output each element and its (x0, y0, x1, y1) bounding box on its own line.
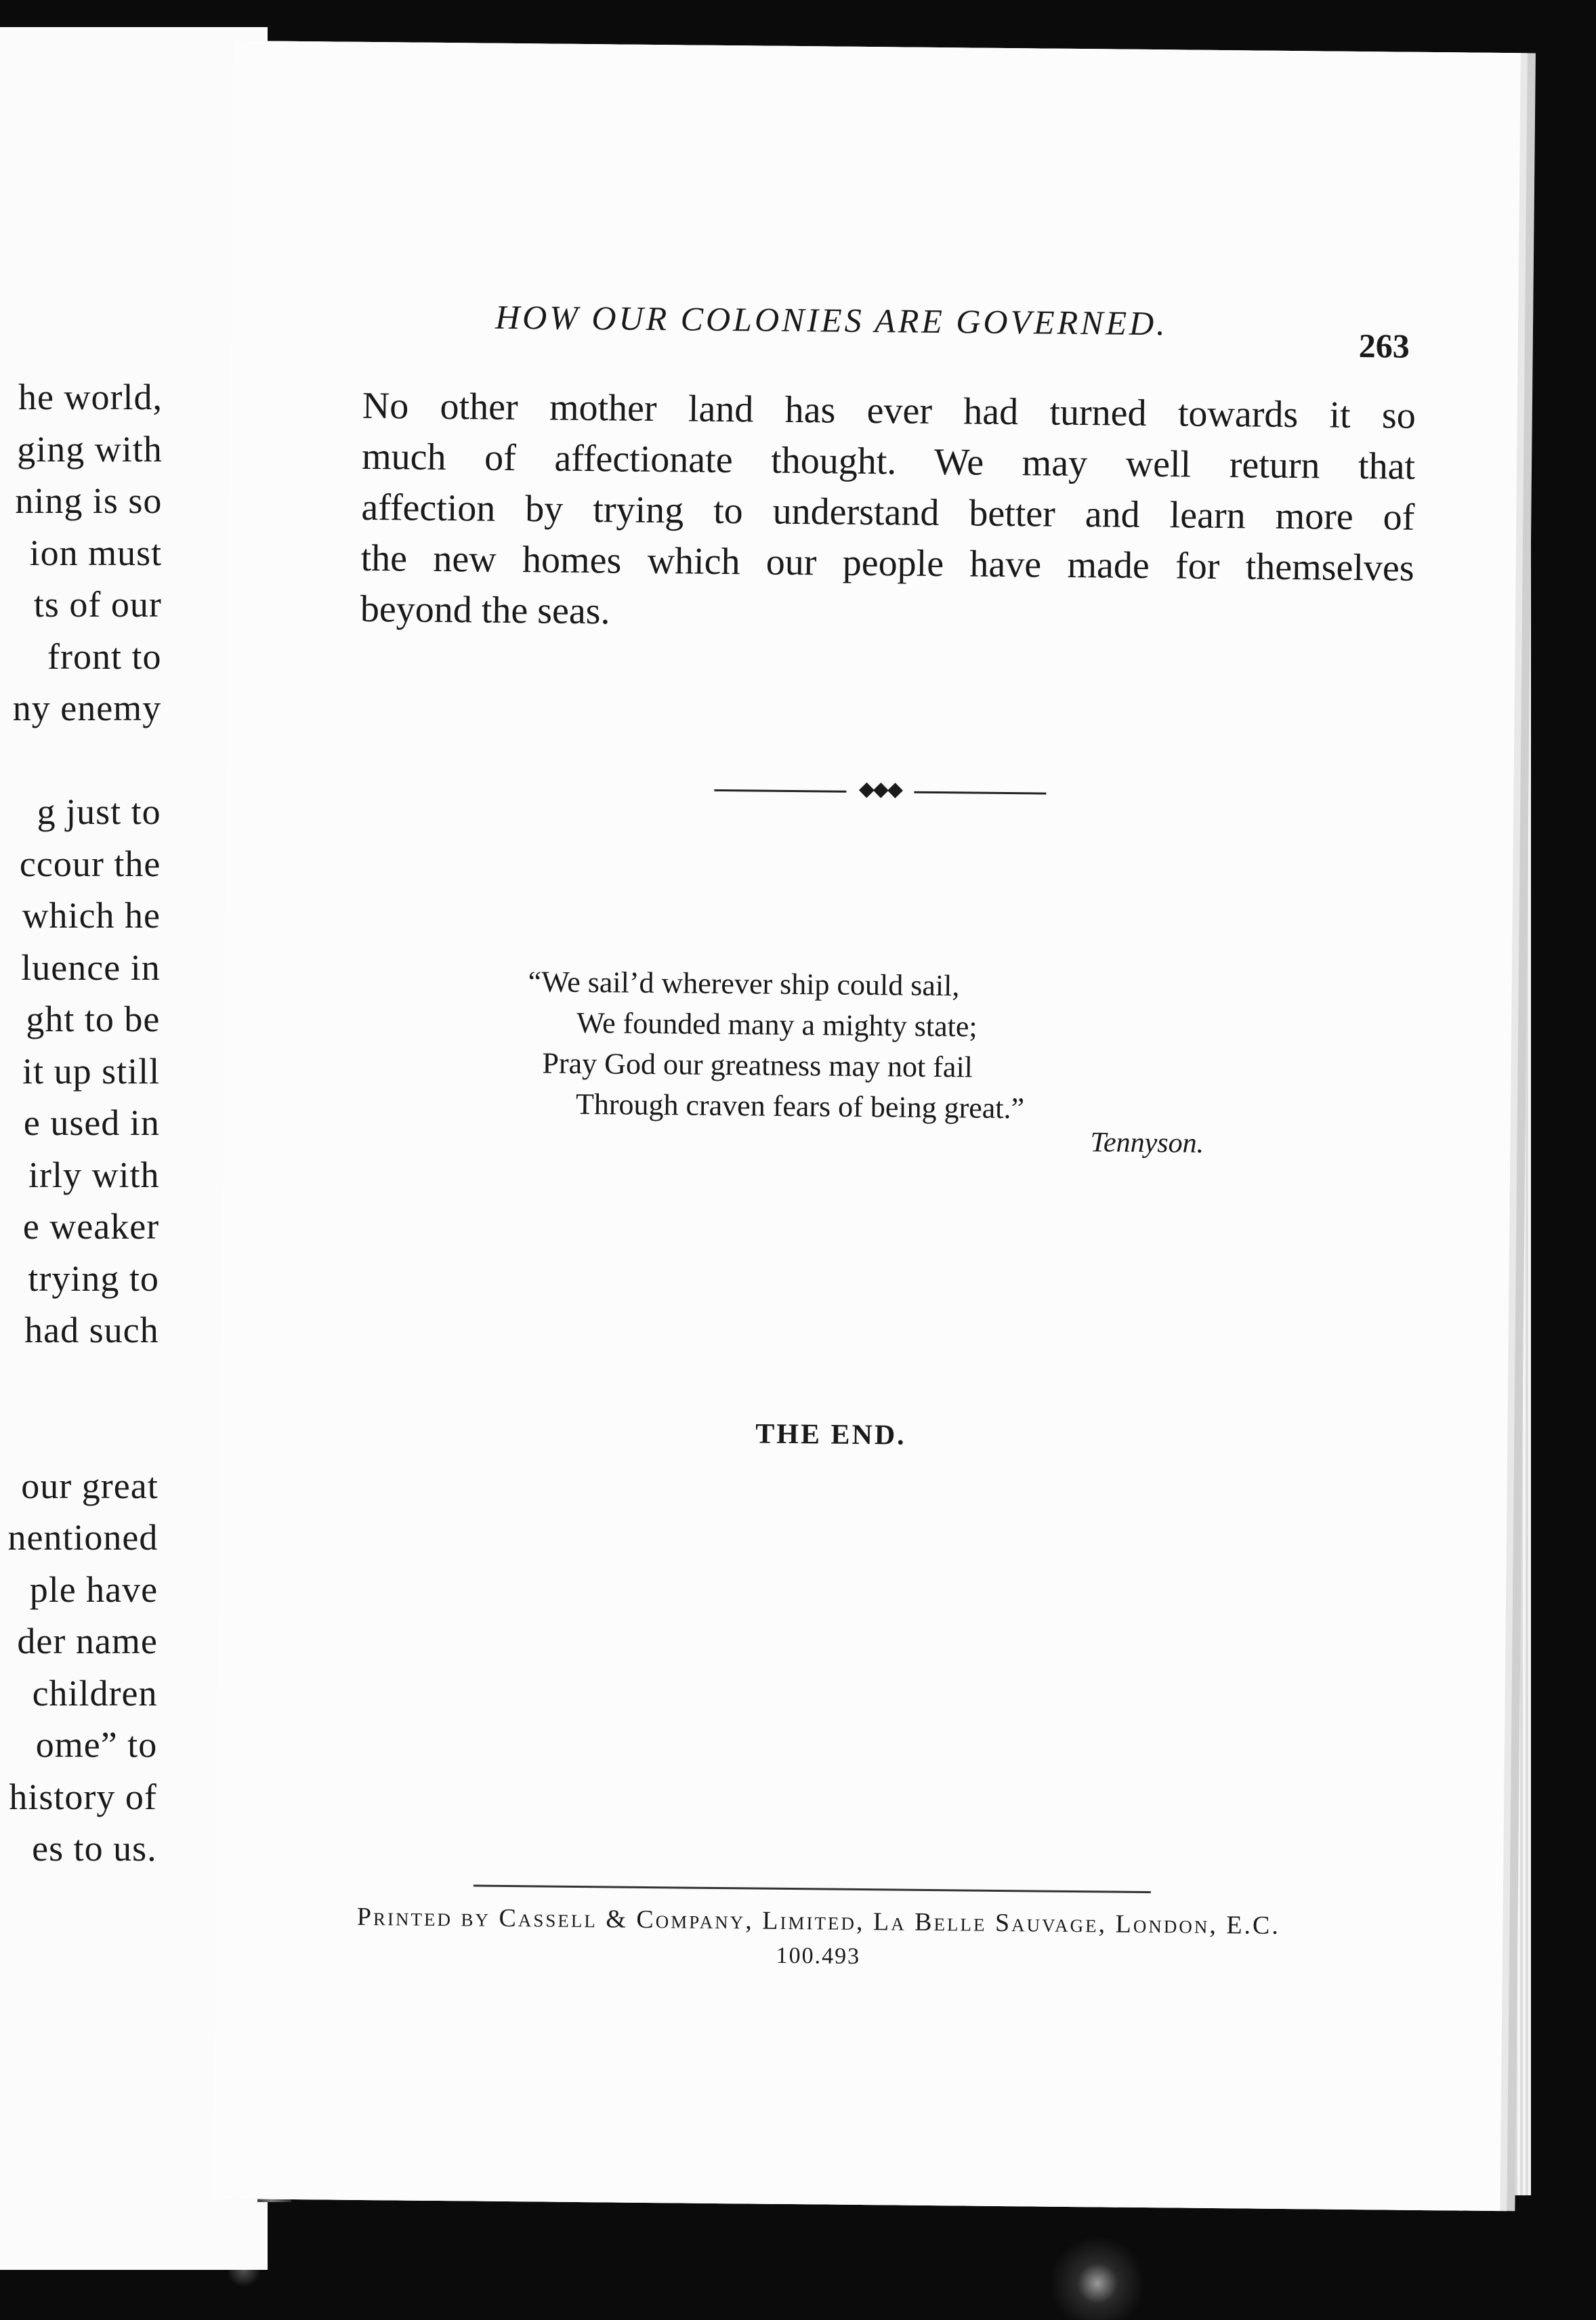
facing-page-line: irly with (28, 1154, 160, 1195)
facing-page-line: which he (22, 895, 161, 936)
divider-rule-left (714, 789, 846, 793)
diamond-ornament-icon: ◆◆◆ (858, 777, 902, 801)
facing-page-line: it up still (22, 1050, 161, 1092)
facing-page-line: trying to (28, 1258, 159, 1299)
paragraph-line: much of affectionate thought. We may well return that (361, 435, 1416, 488)
facing-page-line: e weaker (22, 1206, 160, 1247)
facing-page-line: ging with (17, 428, 163, 470)
facing-page-line: history of (9, 1776, 157, 1817)
facing-page-line: ts of our (33, 584, 162, 625)
facing-page-line: nentioned (7, 1517, 159, 1558)
verse-attribution: Tennyson. (1090, 1127, 1204, 1159)
facing-page-line: ple have (29, 1569, 159, 1610)
page-number: 263 (1358, 326, 1410, 365)
facing-page-line: g just to (37, 791, 161, 832)
body-paragraph (360, 381, 1416, 645)
verse-line: Pray God our greatness may not fail (542, 1046, 973, 1084)
facing-page-line: es to us. (32, 1828, 157, 1869)
the-end-heading: THE END. (755, 1418, 906, 1451)
facing-page-line: luence in (21, 947, 161, 988)
paragraph-line: affection by trying to understand better and learn more of (361, 486, 1415, 539)
ornamental-divider (714, 777, 1046, 808)
divider-rule-right (914, 791, 1046, 795)
facing-page-line: ght to be (26, 999, 161, 1039)
facing-page-line: ion must (29, 532, 163, 573)
facing-page-line: our great (21, 1465, 159, 1506)
verse-quotation (528, 961, 1026, 1129)
imprint-rule (474, 1885, 1151, 1894)
facing-page-line: e used in (23, 1102, 160, 1143)
paragraph-line: No other mother land has ever had turned towards it so (362, 384, 1416, 437)
imprint-number: 100.493 (776, 1943, 861, 1970)
paragraph-line: the new homes which our people have made for themselves (360, 537, 1414, 589)
verse-line: Through craven fears of being great.” (575, 1087, 1025, 1125)
facing-page-line: der name (17, 1621, 158, 1661)
facing-page-line: front to (47, 636, 162, 677)
running-head: HOW OUR COLONIES ARE GOVERNED. (495, 297, 1168, 343)
verse-line: “We sail’d wherever ship could sail, (528, 965, 960, 1003)
verse-line: We founded many a mighty state; (576, 1006, 978, 1043)
facing-page-line: he world, (18, 377, 163, 417)
facing-page-line: ccour the (19, 843, 161, 884)
page-263 (213, 41, 1520, 2211)
paragraph-line: beyond the seas. (360, 587, 610, 633)
facing-page-line: ome” to (35, 1724, 158, 1765)
facing-page-line: had such (24, 1310, 159, 1350)
printer-imprint: Printed by Cassell & Company, Limited, La Belle Sauvage, London, E.C. (356, 1902, 1281, 1940)
facing-page-line: ning is so (15, 480, 163, 521)
facing-page-line: children (32, 1672, 158, 1714)
facing-page-line: ny enemy (12, 688, 162, 728)
